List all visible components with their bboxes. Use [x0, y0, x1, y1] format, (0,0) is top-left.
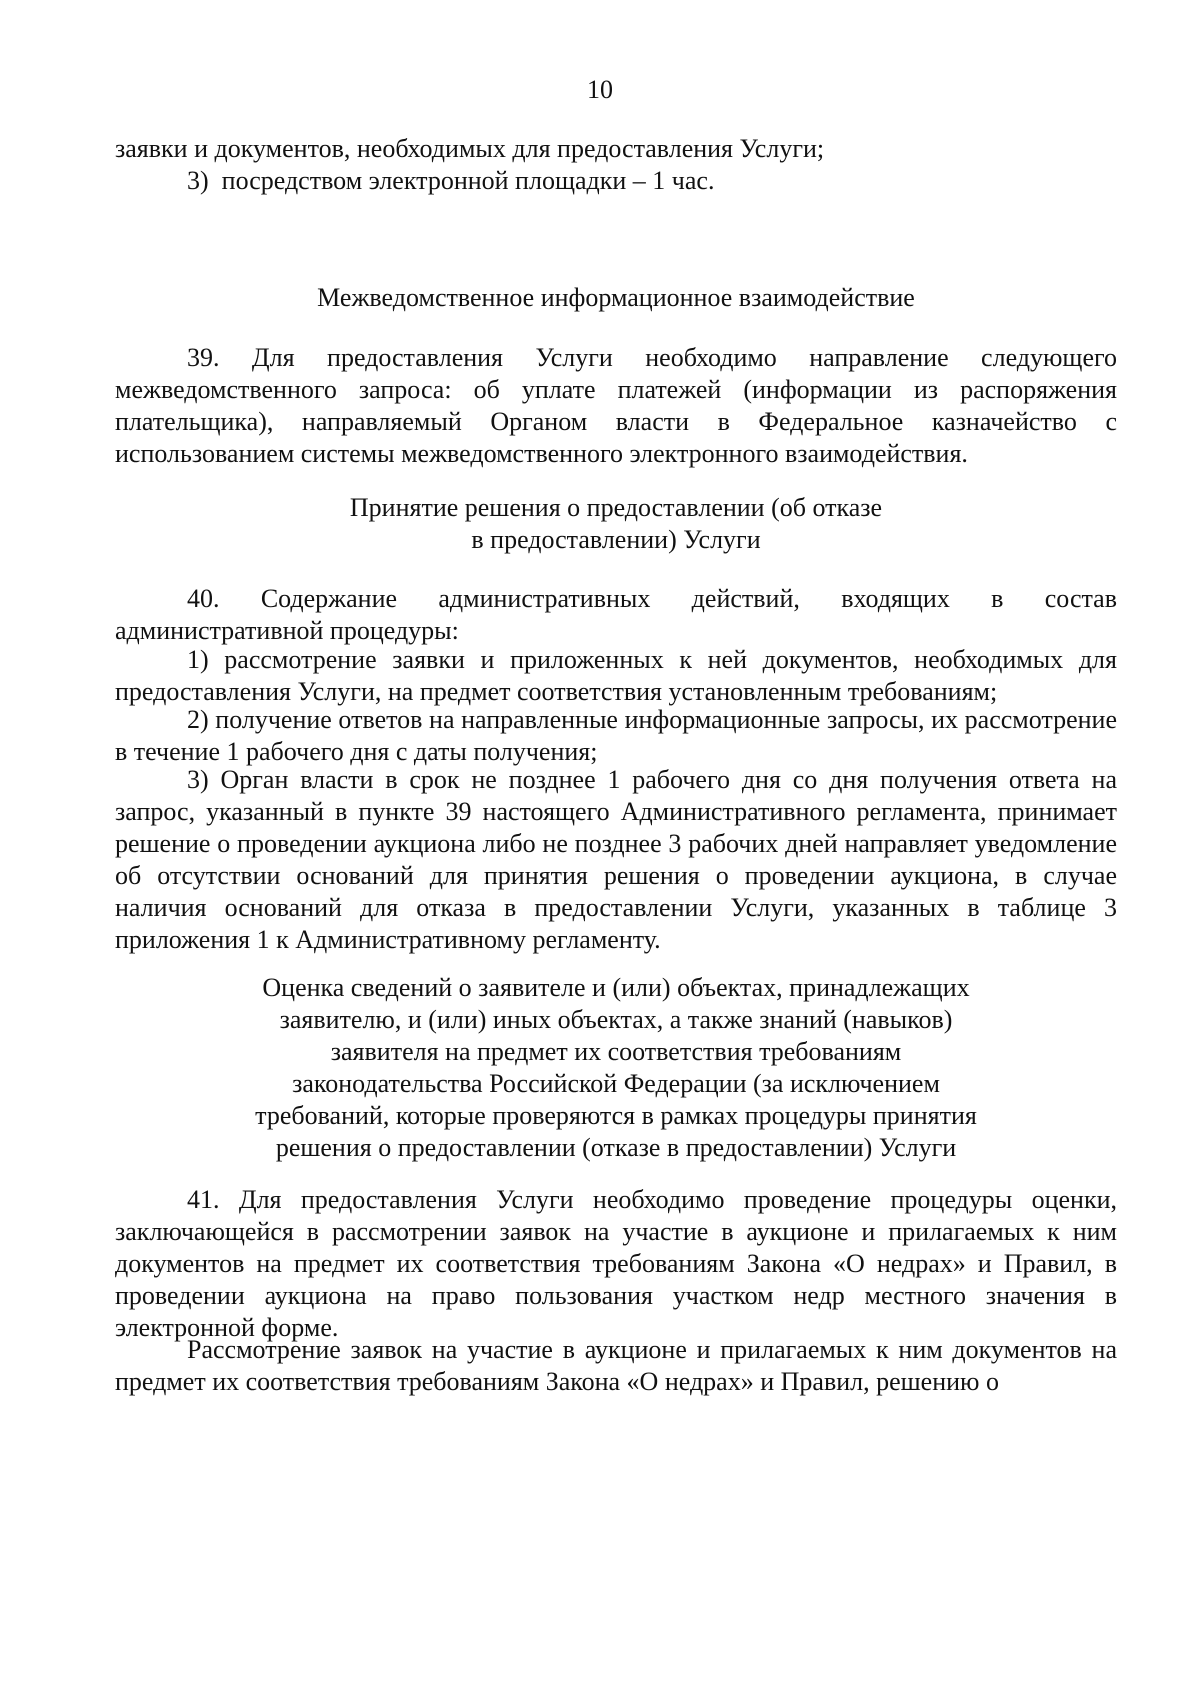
- heading-line: требований, которые проверяются в рамках процедуры принятия: [255, 1101, 977, 1130]
- list-item-3-top: 3) посредством электронной площадки – 1 час.: [187, 166, 715, 195]
- paragraph-39: 39. Для предоставления Услуги необходимо направление следующего межведомственного запроса: об уплате платежей (информации из распоряжения плательщика), направляемый Органом власти в Федеральное казначейство с использованием системы межведомственного электронного взаимодействия.: [115, 343, 1117, 468]
- heading-line: заявителю, и (или) иных объектах, а также знаний (навыков): [279, 1005, 953, 1034]
- paragraph-40: 40. Содержание административных действий, входящих в состав административной процедуры:: [115, 584, 1117, 645]
- paragraph-40-item-3: 3) Орган власти в срок не позднее 1 рабочего дня со дня получения ответа на запрос, указанный в пункте 39 настоящего Административного регламента, принимает решение о проведении аукциона либо не позднее 3 рабочих дней направляет уведомление об отсутствии оснований для принятия решения о проведении аукциона, в случае наличия оснований для отказа в предоставлении Услуги, указанных в таблице 3 приложения 1 к Административному регламенту.: [115, 765, 1117, 954]
- heading-line: решения о предоставлении (отказе в предоставлении) Услуги: [275, 1133, 957, 1162]
- section-heading-interagency: Межведомственное информационное взаимодействие: [317, 283, 915, 312]
- paragraph-40-item-2: 2) получение ответов на направленные информационные запросы, их рассмотрение в течение 1 рабочего дня с даты получения;: [115, 705, 1117, 766]
- heading-line: заявителя на предмет их соответствия требованиям: [330, 1037, 902, 1066]
- heading-line: Принятие решения о предоставлении (об отказе: [349, 493, 883, 522]
- heading-line: Оценка сведений о заявителе и (или) объектах, принадлежащих: [262, 973, 970, 1002]
- section-heading-decision: [115, 492, 1117, 556]
- heading-line: законодательства Российской Федерации (за исключением: [292, 1069, 940, 1098]
- paragraph-40-item-1: 1) рассмотрение заявки и приложенных к ней документов, необходимых для предоставления Услуги, на предмет соответствия установленным требованиям;: [115, 645, 1117, 706]
- page-number: 10: [587, 75, 613, 104]
- heading-line: в предоставлении) Услуги: [471, 525, 761, 554]
- continued-line: заявки и документов, необходимых для предоставления Услуги;: [115, 134, 825, 163]
- paragraph-41-continuation: Рассмотрение заявок на участие в аукционе и прилагаемых к ним документов на предмет их соответствия требованиям Закона «О недрах» и Правил, решению о: [115, 1335, 1117, 1396]
- section-heading-assessment: [115, 972, 1117, 1164]
- paragraph-41: 41. Для предоставления Услуги необходимо проведение процедуры оценки, заключающейся в рассмотрении заявок на участие в аукционе и прилагаемых к ним документов на предмет их соответствия требованиям Закона «О недрах» и Правил, в проведении аукциона на право пользования участком недр местного значения в электронной форме.: [115, 1185, 1117, 1342]
